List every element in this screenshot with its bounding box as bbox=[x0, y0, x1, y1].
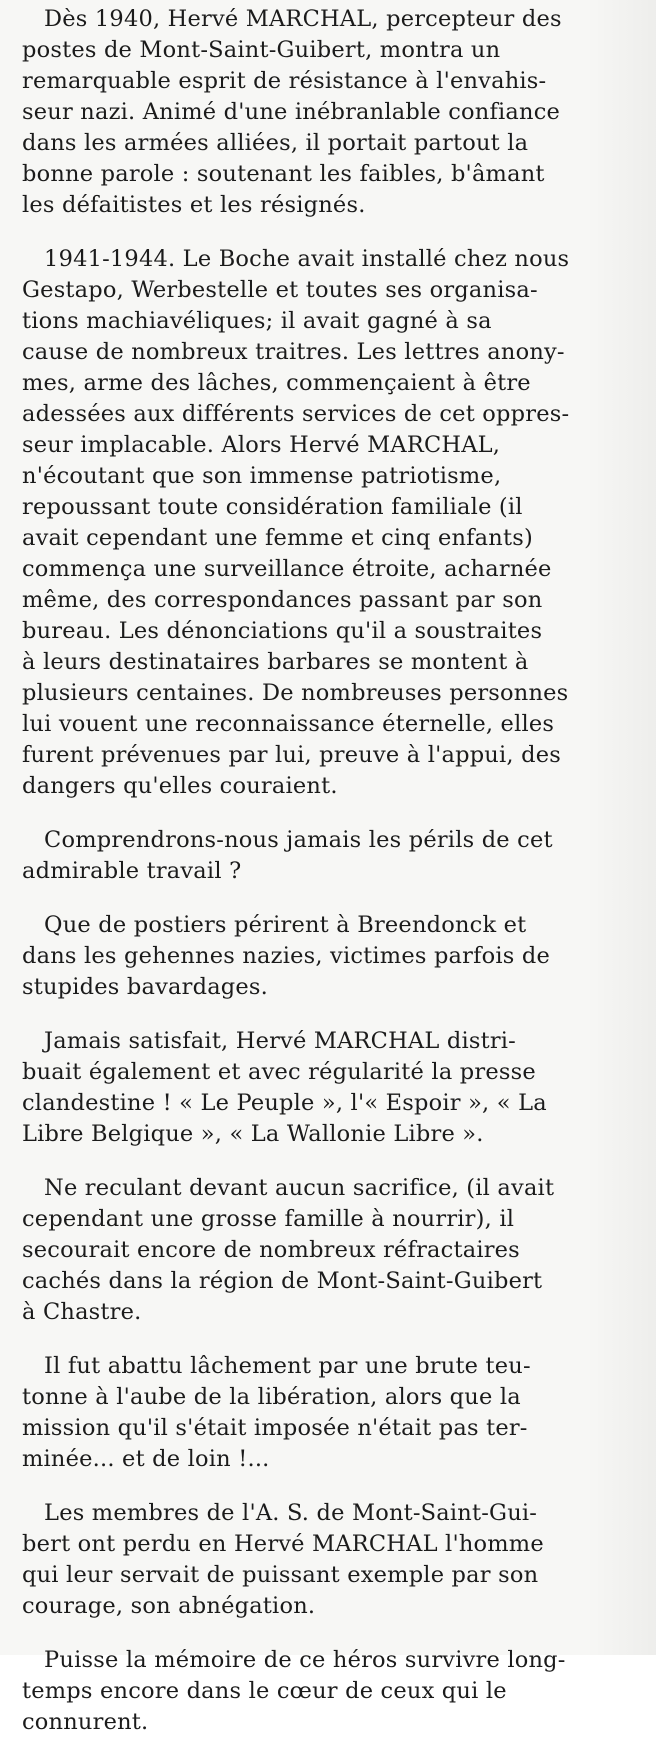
text-line: temps encore dans le cœur de ceux qui le bbox=[22, 1678, 507, 1704]
paragraph-postiers bbox=[22, 910, 634, 1003]
text-line: cause de nombreux traitres. Les lettres anony- bbox=[22, 339, 565, 365]
text-line: furent prévenues par lui, preuve à l'appui, des bbox=[22, 742, 561, 768]
text-line: stupides bavardages. bbox=[22, 974, 269, 1000]
text-line: même, des correspondances passant par son bbox=[22, 587, 543, 613]
paragraph-membres bbox=[22, 1498, 634, 1622]
text-line: tions machiavéliques; il avait gagné à sa bbox=[22, 308, 492, 334]
text-line: Ne reculant devant aucun sacrifice, (il avait bbox=[22, 1175, 555, 1201]
text-line: Libre Belgique », « La Wallonie Libre ». bbox=[22, 1121, 484, 1147]
text-line: remarquable esprit de résistance à l'envahis- bbox=[22, 68, 547, 94]
paragraph-refractaires bbox=[22, 1173, 634, 1328]
text-line: Que de postiers périrent à Breendonck et bbox=[22, 912, 527, 938]
paragraph-perils bbox=[22, 825, 634, 887]
text-line: Dès 1940, Hervé MARCHAL, percepteur des bbox=[22, 6, 562, 32]
text-line: Puisse la mémoire de ce héros survivre long- bbox=[22, 1647, 566, 1673]
text-line: seur implacable. Alors Hervé MARCHAL, bbox=[22, 432, 501, 458]
text-line: Gestapo, Werbestelle et toutes ses organisa- bbox=[22, 277, 538, 303]
text-line: dans les gehennes nazies, victimes parfois de bbox=[22, 943, 551, 969]
text-line: commença une surveillance étroite, acharnée bbox=[22, 556, 552, 582]
text-line: avait cependant une femme et cinq enfants) bbox=[22, 525, 533, 551]
text-line: adessées aux différents services de cet oppres- bbox=[22, 401, 570, 427]
text-line: admirable travail ? bbox=[22, 858, 242, 884]
text-line: à Chastre. bbox=[22, 1299, 142, 1325]
text-line: n'écoutant que son immense patriotisme, bbox=[22, 463, 502, 489]
paragraph-abattu bbox=[22, 1351, 634, 1475]
text-line: bonne parole : soutenant les faibles, b'âmant bbox=[22, 161, 545, 187]
text-line: les défaitistes et les résignés. bbox=[22, 192, 366, 218]
text-line: 1941-1944. Le Boche avait installé chez nous bbox=[22, 246, 570, 272]
paragraph-presse bbox=[22, 1026, 634, 1150]
text-line: qui leur servait de puissant exemple par son bbox=[22, 1562, 539, 1588]
paragraph-memoire bbox=[22, 1645, 634, 1738]
text-line: minée... et de loin !... bbox=[22, 1446, 270, 1472]
text-line: secourait encore de nombreux réfractaires bbox=[22, 1237, 520, 1263]
paragraph-1941-1944 bbox=[22, 244, 634, 802]
text-line: Jamais satisfait, Hervé MARCHAL distri- bbox=[22, 1028, 516, 1054]
text-line: buait également et avec régularité la presse bbox=[22, 1059, 536, 1085]
text-line: lui vouent une reconnaissance éternelle, elles bbox=[22, 711, 555, 737]
text-line: postes de Mont-Saint-Guibert, montra un bbox=[22, 37, 501, 63]
text-line: dangers qu'elles couraient. bbox=[22, 773, 338, 799]
text-line: à leurs destinataires barbares se montent à bbox=[22, 649, 529, 675]
text-line: courage, son abnégation. bbox=[22, 1593, 316, 1619]
text-line: mes, arme des lâches, commençaient à être bbox=[22, 370, 531, 396]
text-line: cachés dans la région de Mont-Saint-Guibert bbox=[22, 1268, 543, 1294]
text-line: seur nazi. Animé d'une inébranlable confiance bbox=[22, 99, 561, 125]
text-line: clandestine ! « Le Peuple », l'« Espoir », « La bbox=[22, 1090, 547, 1116]
text-line: tonne à l'aube de la libération, alors que la bbox=[22, 1384, 521, 1410]
text-line: repoussant toute considération familiale (il bbox=[22, 494, 523, 520]
text-line: dans les armées alliées, il portait partout la bbox=[22, 130, 529, 156]
text-line: bureau. Les dénonciations qu'il a soustraites bbox=[22, 618, 543, 644]
text-line: Les membres de l'A. S. de Mont-Saint-Gui- bbox=[22, 1500, 538, 1526]
text-line: cependant une grosse famille à nourrir), il bbox=[22, 1206, 515, 1232]
text-line: connurent. bbox=[22, 1709, 149, 1735]
paragraph-1940 bbox=[22, 4, 634, 221]
text-line: Comprendrons-nous jamais les périls de cet bbox=[22, 827, 553, 853]
text-line: Il fut abattu lâchement par une brute teu- bbox=[22, 1353, 531, 1379]
text-line: mission qu'il s'était imposée n'était pas ter- bbox=[22, 1415, 528, 1441]
text-line: plusieurs centaines. De nombreuses personnes bbox=[22, 680, 569, 706]
text-line: bert ont perdu en Hervé MARCHAL l'homme bbox=[22, 1531, 544, 1557]
